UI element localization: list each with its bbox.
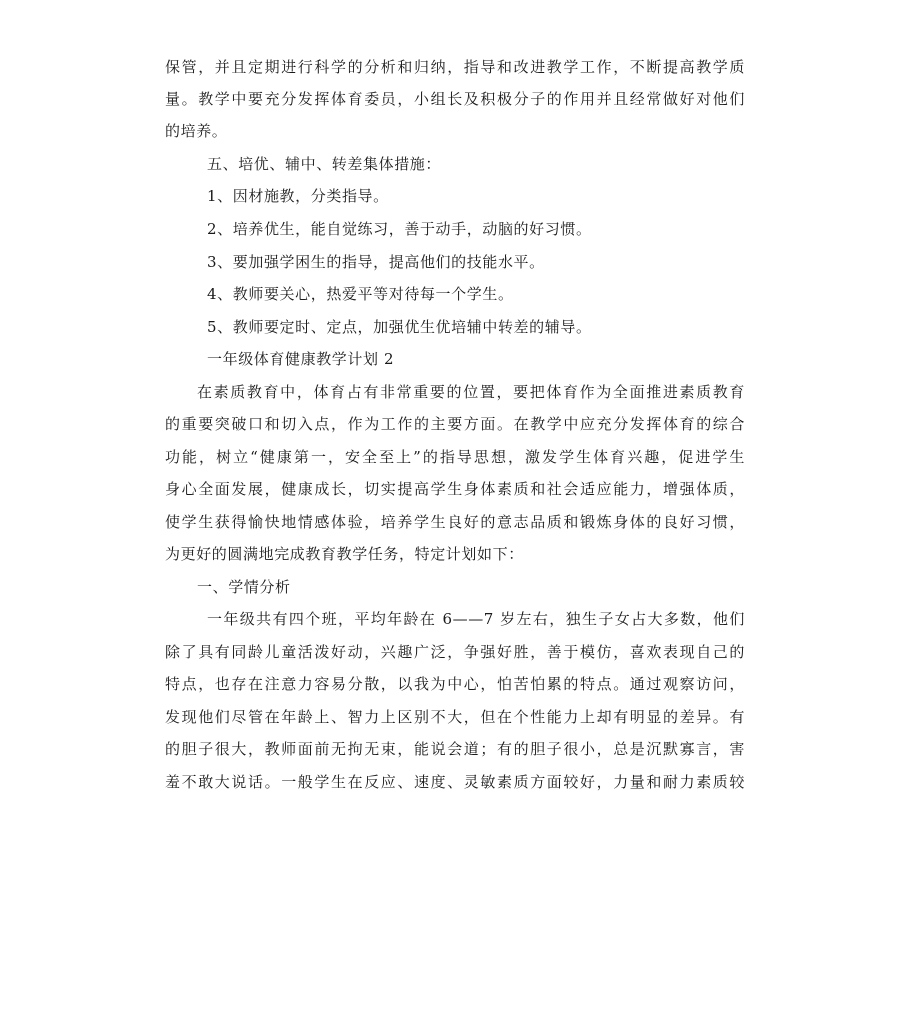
document-title: 一年级体育健康教学计划 2 [207, 350, 395, 368]
list-item: 4、教师要关心，热爱平等对待每一个学生。 [207, 285, 514, 303]
list-item: 2、培养优生，能自觉练习，善于动手，动脑的好习惯。 [207, 220, 592, 238]
paragraph-line: 身心全面发展，健康成长，切实提高学生身体素质和社会适应能力，增强体质， [165, 480, 745, 498]
paragraph-line: 功能，树立“健康第一，安全至上”的指导思想，激发学生体育兴趣，促进学生 [165, 448, 745, 466]
paragraph-line: 的重要突破口和切入点，作为工作的主要方面。在教学中应充分发挥体育的综合 [165, 415, 745, 433]
paragraph-line: 除了具有同龄儿童活泼好动，兴趣广泛，争强好胜，善于模仿，喜欢表现自己的 [165, 643, 745, 661]
paragraph-line: 的胆子很大，教师面前无拘无束，能说会道；有的胆子很小，总是沉默寡言，害 [165, 740, 745, 758]
section-heading: 五、培优、辅中、转差集体措施： [207, 155, 442, 173]
paragraph-line: 发现他们尽管在年龄上、智力上区别不大，但在个性能力上却有明显的差异。有 [165, 708, 745, 726]
paragraph-line: 一年级共有四个班，平均年龄在 6——7 岁左右，独生子女占大多数，他们 [207, 610, 745, 628]
list-item: 1、因材施教，分类指导。 [207, 187, 389, 205]
list-item: 3、要加强学困生的指导，提高他们的技能水平。 [207, 253, 545, 271]
paragraph-line: 羞不敢大说话。一般学生在反应、速度、灵敏素质方面较好，力量和耐力素质较 [165, 773, 745, 791]
list-item: 5、教师要定时、定点，加强优生优培辅中转差的辅导。 [207, 318, 592, 336]
paragraph-line: 的培养。 [165, 122, 228, 140]
paragraph-line: 量。教学中要充分发挥体育委员，小组长及积极分子的作用并且经常做好对他们 [165, 90, 745, 108]
paragraph-line: 在素质教育中，体育占有非常重要的位置，要把体育作为全面推进素质教育 [197, 383, 745, 401]
paragraph-line: 保管，并且定期进行科学的分析和归纳，指导和改进教学工作，不断提高教学质 [165, 58, 745, 76]
paragraph-line: 为更好的圆满地完成教育教学任务，特定计划如下： [165, 545, 524, 563]
paragraph-line: 特点，也存在注意力容易分散，以我为中心，怕苦怕累的特点。通过观察访问， [165, 675, 745, 693]
section-heading: 一、学情分析 [197, 578, 291, 596]
paragraph-line: 使学生获得愉快地情感体验，培养学生良好的意志品质和锻炼身体的良好习惯， [165, 513, 745, 531]
